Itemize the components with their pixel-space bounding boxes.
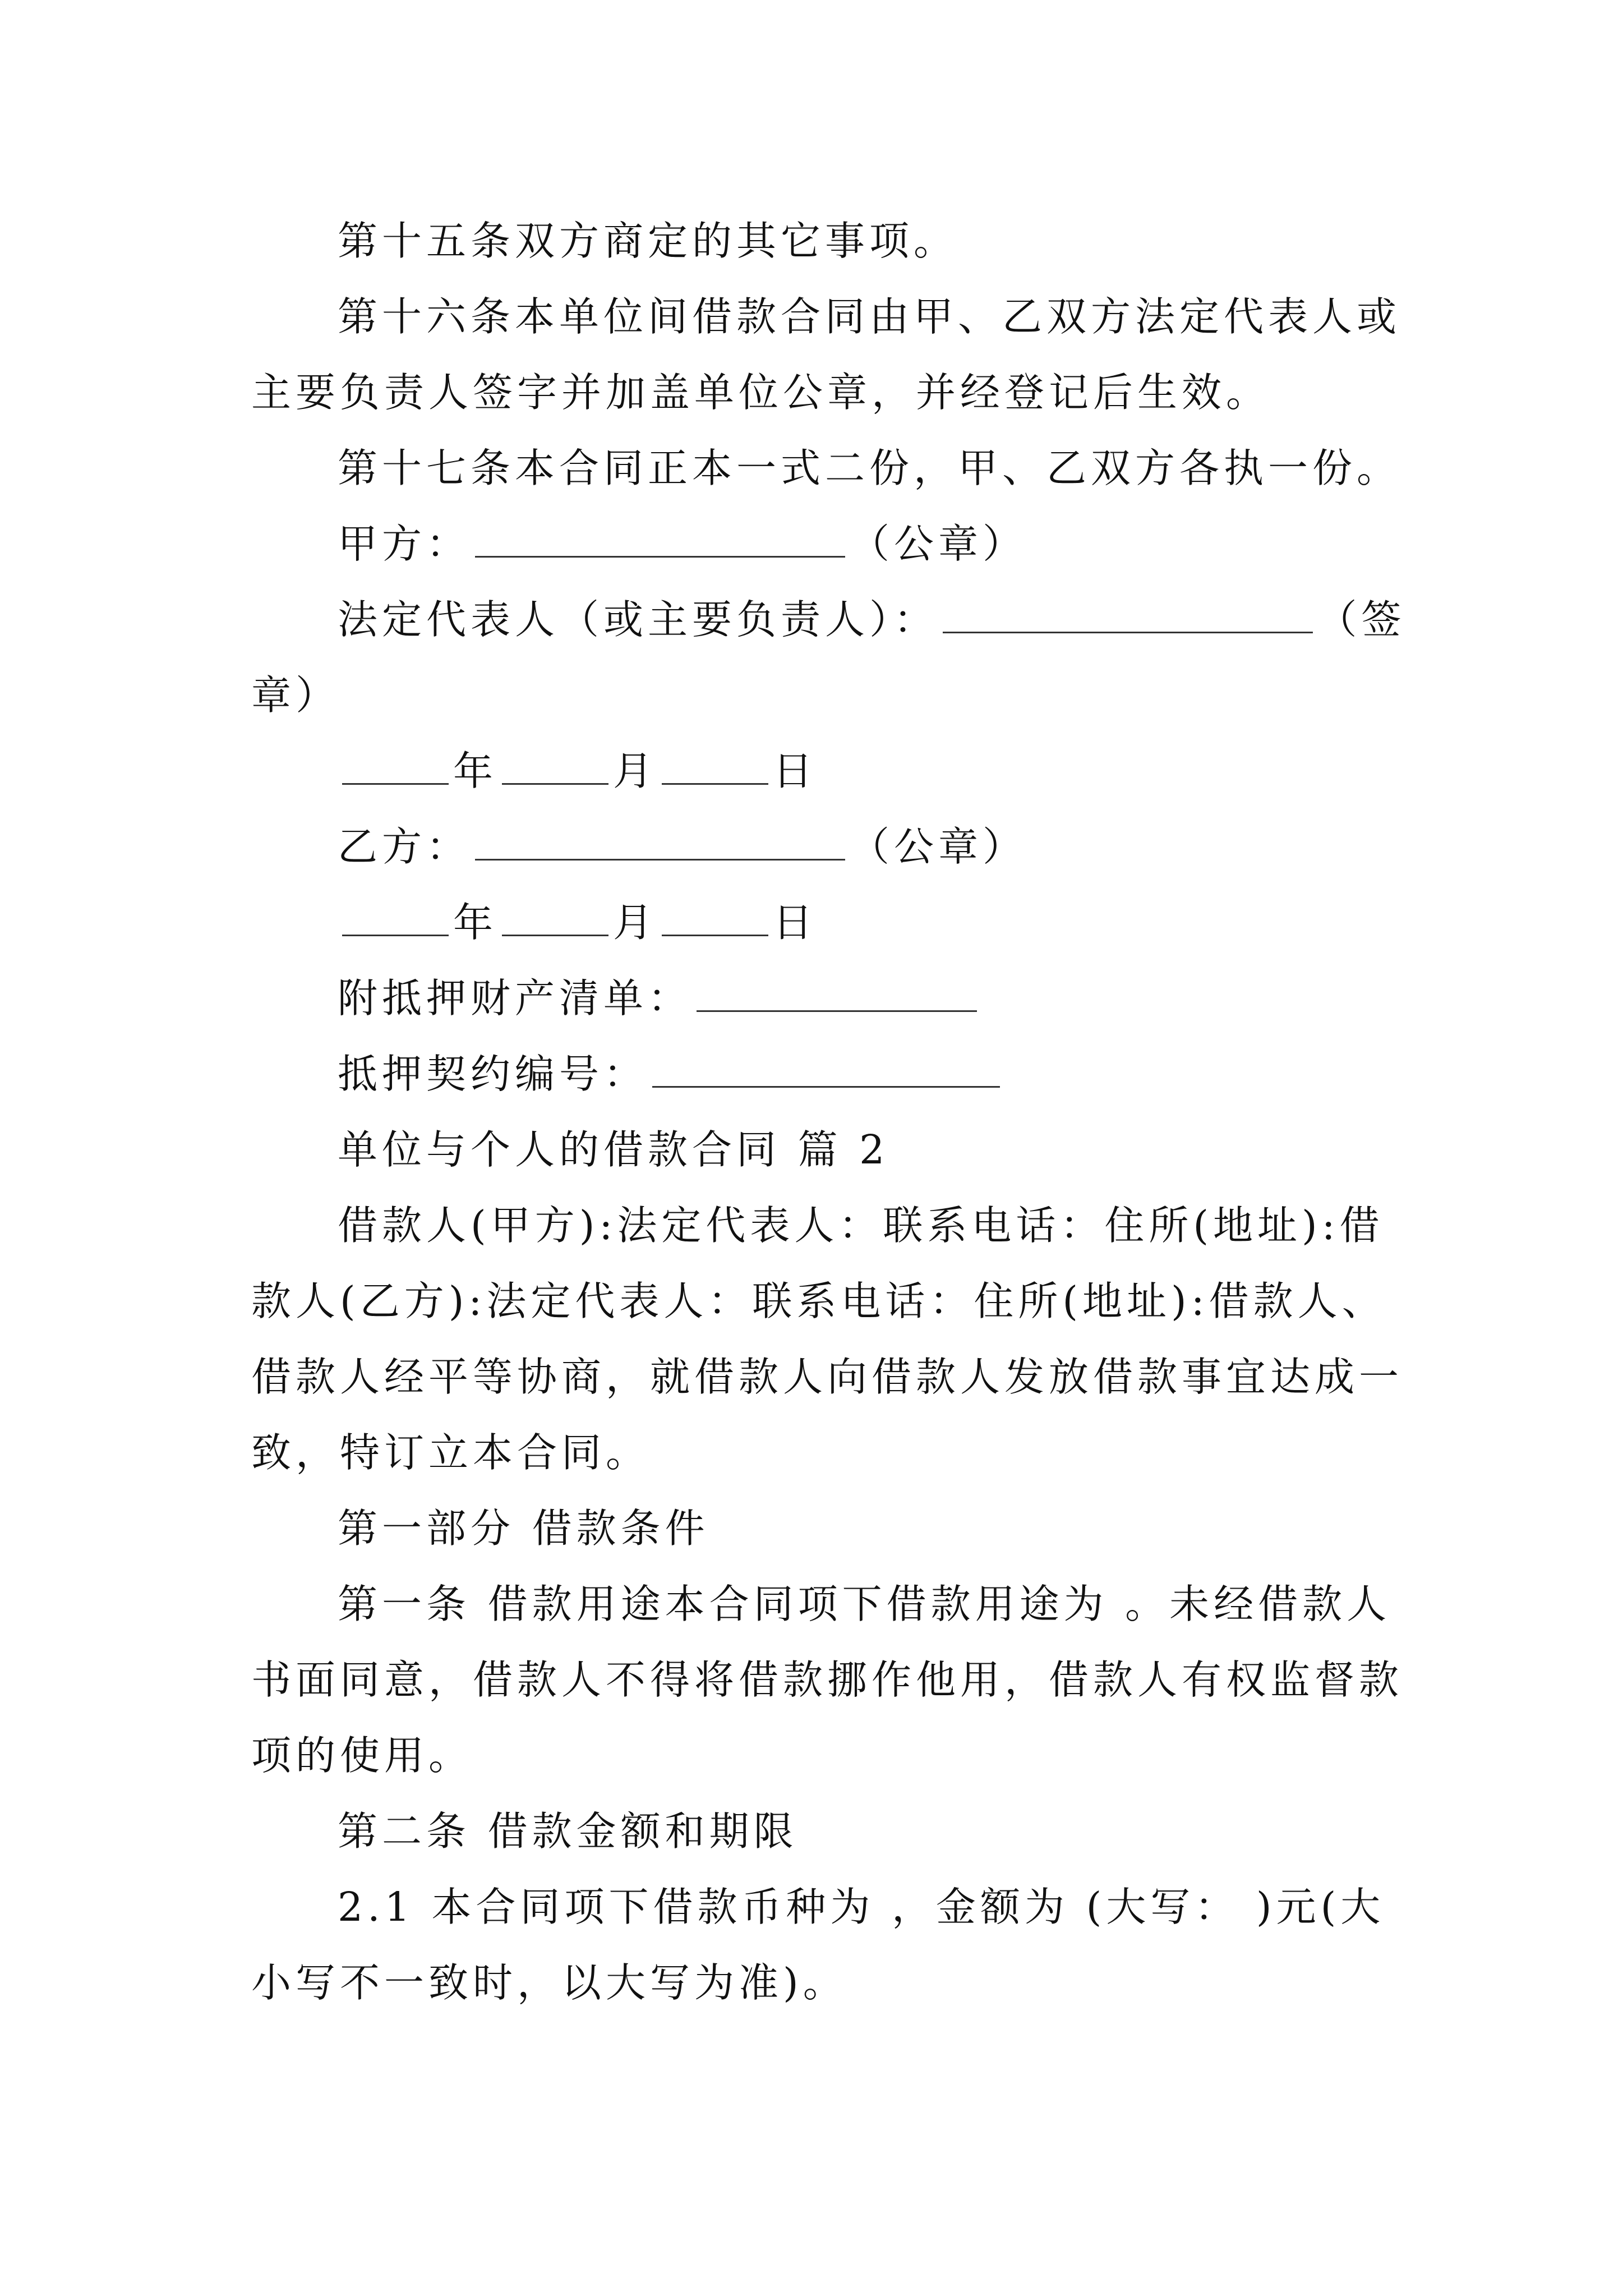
contract-no-label: 抵押契约编号： bbox=[338, 1051, 648, 1097]
article-17: 第十七条本合同正本一式二份，甲、乙双方各执一份。 bbox=[338, 445, 1401, 491]
article-16-line2: 主要负责人签字并加盖单位公章，并经登记后生效。 bbox=[251, 369, 1271, 416]
party-b-row bbox=[338, 822, 1027, 872]
party-b-seal: （公章） bbox=[850, 823, 1027, 870]
para1-line3: 借款人经平等协商，就借款人向借款人发放借款事宜达成一 bbox=[251, 1354, 1404, 1400]
legal-rep-blank[interactable] bbox=[943, 598, 1313, 633]
para1-line4: 致，特订立本合同。 bbox=[251, 1429, 651, 1476]
month-blank-b[interactable] bbox=[502, 901, 608, 936]
date-row-a bbox=[338, 746, 817, 797]
article-15: 第十五条双方商定的其它事项。 bbox=[338, 218, 958, 264]
legal-rep-sign-cont: 章） bbox=[251, 672, 340, 719]
day-blank-a[interactable] bbox=[662, 749, 768, 785]
attach-list-label: 附抵押财产清单： bbox=[338, 975, 693, 1022]
legal-rep-label: 法定代表人（或主要负责人）： bbox=[338, 596, 938, 643]
year-blank-a[interactable] bbox=[342, 749, 449, 785]
article2-1-line1: 2.1 本合同项下借款币种为 ，金额为 (大写： )元(大 bbox=[338, 1884, 1385, 1930]
legal-rep-sign: （签 bbox=[1317, 596, 1406, 643]
part1-title: 第一部分 借款条件 bbox=[338, 1505, 709, 1552]
party-a-row bbox=[338, 519, 1027, 569]
party-a-seal: （公章） bbox=[850, 521, 1027, 567]
article1-line3: 项的使用。 bbox=[251, 1732, 473, 1779]
day-blank-b[interactable] bbox=[662, 901, 768, 936]
legal-rep-row bbox=[338, 595, 1406, 645]
day-label-a: 日 bbox=[773, 748, 818, 794]
contract-no-blank[interactable] bbox=[652, 1052, 1000, 1088]
para1-line1: 借款人(甲方):法定代表人：联系电话：住所(地址):借 bbox=[338, 1202, 1384, 1249]
year-label-b: 年 bbox=[453, 899, 498, 946]
party-a-blank[interactable] bbox=[475, 522, 845, 558]
month-label-a: 月 bbox=[613, 748, 658, 794]
party-b-label: 乙方： bbox=[338, 823, 471, 870]
attach-list-row bbox=[338, 973, 981, 1024]
attach-list-blank[interactable] bbox=[697, 977, 977, 1012]
article2-title: 第二条 借款金额和期限 bbox=[338, 1808, 798, 1855]
para1-line2: 款人(乙方):法定代表人：联系电话：住所(地址):借款人、 bbox=[251, 1278, 1386, 1324]
year-blank-b[interactable] bbox=[342, 901, 449, 936]
article2-1-line2: 小写不一致时，以大写为准)。 bbox=[251, 1959, 847, 2006]
contract-no-row bbox=[338, 1049, 1004, 1099]
party-a-label: 甲方： bbox=[338, 521, 471, 567]
article-16-line1: 第十六条本单位间借款合同由甲、乙双方法定代表人或 bbox=[338, 293, 1401, 340]
month-label-b: 月 bbox=[613, 899, 658, 946]
day-label-b: 日 bbox=[773, 899, 818, 946]
section2-title: 单位与个人的借款合同 篇 2 bbox=[338, 1126, 889, 1173]
article1-line1: 第一条 借款用途本合同项下借款用途为 。未经借款人 bbox=[338, 1581, 1391, 1627]
article1-line2: 书面同意，借款人不得将借款挪作他用，借款人有权监督款 bbox=[251, 1657, 1404, 1703]
party-b-blank[interactable] bbox=[475, 825, 845, 861]
year-label-a: 年 bbox=[453, 748, 498, 794]
date-row-b bbox=[338, 898, 817, 948]
month-blank-a[interactable] bbox=[502, 749, 608, 785]
